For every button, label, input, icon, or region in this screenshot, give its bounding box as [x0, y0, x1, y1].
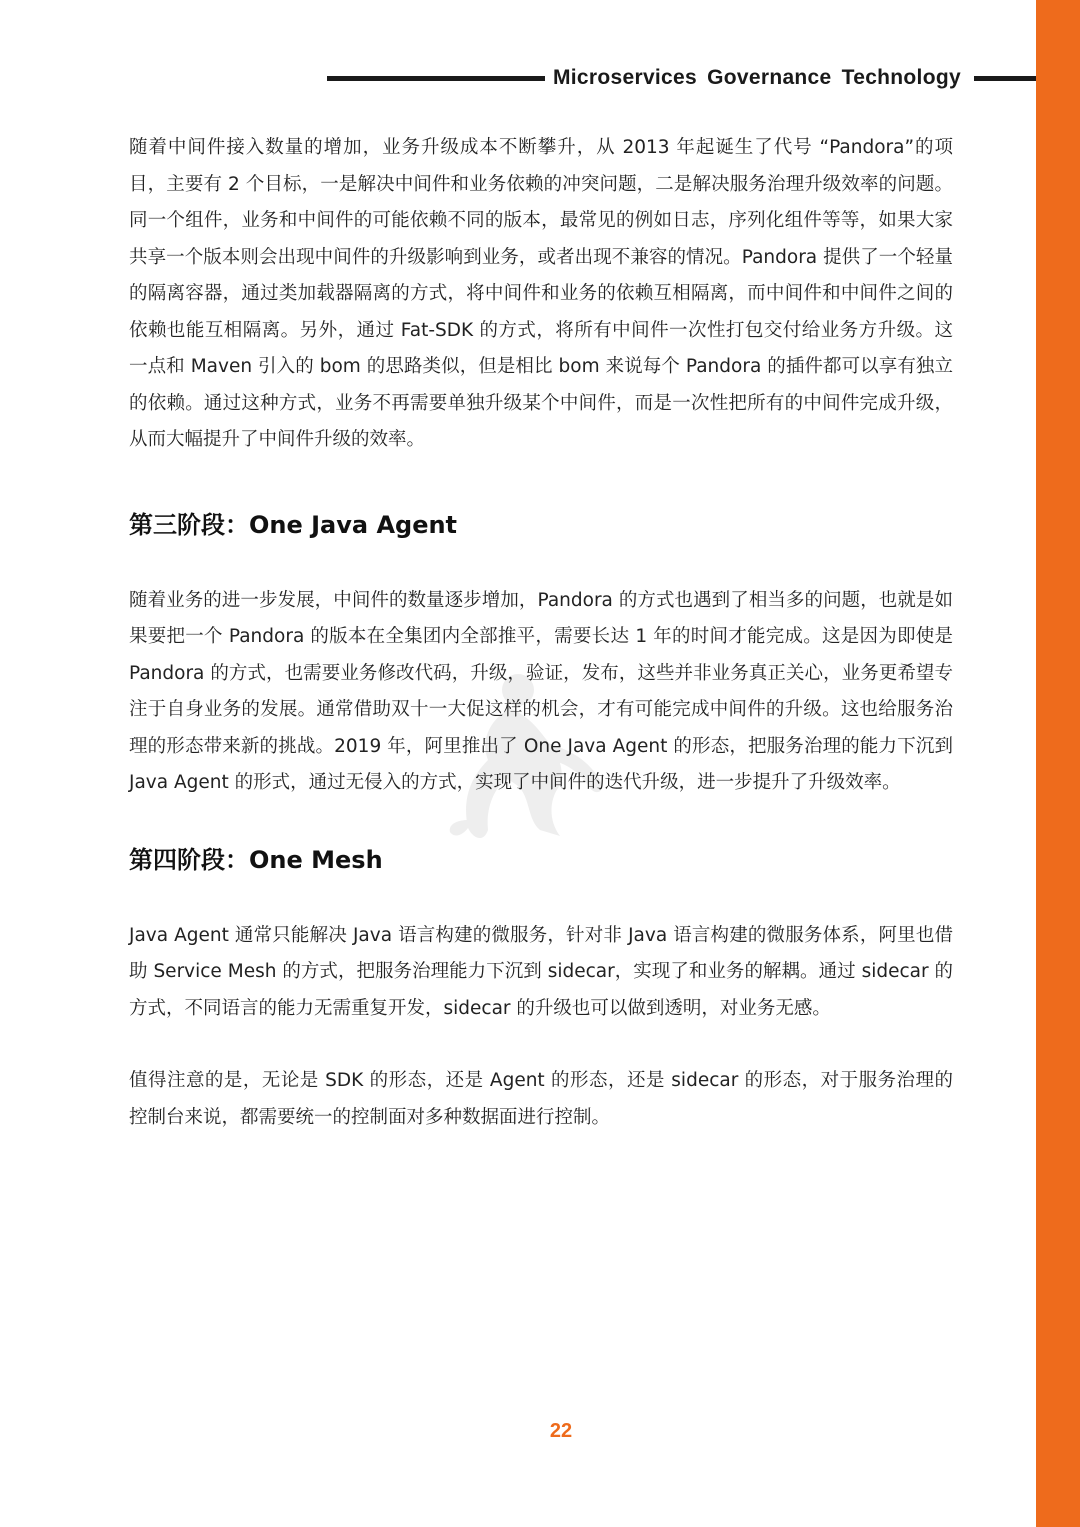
header-rule-left: [327, 76, 545, 81]
stage-four-heading: 第四阶段：One Mesh: [129, 845, 383, 874]
page-number: 22: [549, 1420, 573, 1442]
stage-three-paragraph: 随着业务的进一步发展，中间件的数量逐步增加，Pandora 的方式也遇到了相当多的问题，也就是如果要把一个 Pandora 的版本在全集团内全部推平，需要长达 1 年的时间才能完成。这是因为即使是 Pandora 的方式，也需要业务修改代码，升级，验证，发布，这些并非业务真正关心，业务更希望专注于自身业务的发展。通常借助双十一大促这样的机会，才有可能完成中间件的升级。这也给服务治理的形态带来新的挑战。2019 年，阿里推出了 One Java Agent 的形态，把服务治理的能力下沉到 Java Agent 的形式，通过无侵入的方式，实现了中间件的迭代升级，进一步提升了升级效率。: [129, 589, 953, 793]
stage-four-paragraph: Java Agent 通常只能解决 Java 语言构建的微服务，针对非 Java 语言构建的微服务体系，阿里也借助 Service Mesh 的方式，把服务治理能力下沉到 sidecar，实现了和业务的解耦。通过 sidecar 的方式，不同语言的能力无需重复开发，sidecar 的升级也可以做到透明，对业务无感。: [129, 924, 953, 1019]
header-title: Microservices Governance Technology: [553, 66, 961, 89]
page-content: [129, 130, 953, 1136]
page-header: [327, 64, 1036, 92]
closing-paragraph: 值得注意的是，无论是 SDK 的形态，还是 Agent 的形态，还是 sidecar 的形态，对于服务治理的控制台来说，都需要统一的控制面对多种数据面进行控制。: [129, 1070, 953, 1128]
stage-three-heading: 第三阶段：One Java Agent: [129, 510, 458, 539]
orange-side-bar: [1036, 0, 1080, 1527]
intro-paragraph: 随着中间件接入数量的增加，业务升级成本不断攀升，从 2013 年起诞生了代号 “Pandora”的项目，主要有 2 个目标，一是解决中间件和业务依赖的冲突问题，二是解决服务治理升级效率的问题。同一个组件，业务和中间件的可能依赖不同的版本，最常见的例如日志，序列化组件等等，如果大家共享一个版本则会出现中间件的升级影响到业务，或者出现不兼容的情况。Pandora 提供了一个轻量的隔离容器，通过类加载器隔离的方式，将中间件和业务的依赖互相隔离，而中间件和中间件之间的依赖也能互相隔离。另外，通过 Fat-SDK 的方式，将所有中间件一次性打包交付给业务方升级。这一点和 Maven 引入的 bom 的思路类似，但是相比 bom 来说每个 Pandora 的插件都可以享有独立的依赖。通过这种方式，业务不再需要单独升级某个中间件，而是一次性把所有的中间件完成升级，从而大幅提升了中间件升级的效率。: [129, 137, 953, 450]
header-rule-right: [974, 76, 1036, 81]
